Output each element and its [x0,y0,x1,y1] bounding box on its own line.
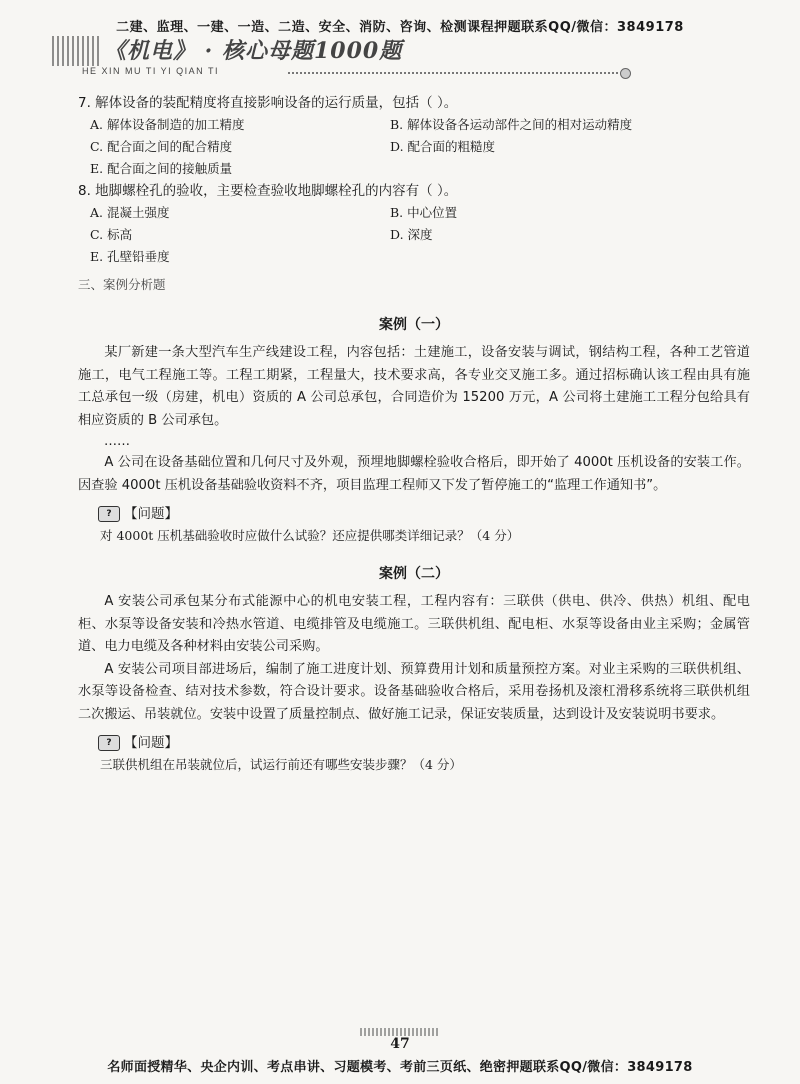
option-a: A. 解体设备制造的加工精度 [90,117,245,132]
header-dotted-rule [288,72,618,74]
page-footer [340,1024,460,1054]
option-a: A. 混凝土强度 [90,205,170,220]
case-paragraph: A 公司在设备基础位置和几何尺寸及外观，预埋地脚螺栓验收合格后，即开始了 4000t 压机设备的安装工作。因查验 4000t 压机设备基础验收资料不齐，项目监理工程师又下发了暂停施工的“监理工作通知书”。 [78,455,750,493]
case-paragraph: A 安装公司承包某分布式能源中心的机电安装工程，工程内容有：三联供（供电、供冷、供热）机组、配电柜、水泵等设备安装和冷热水管道、电缆排管及电缆施工。三联供机组、配电柜、水泵等设备由业主采购；金属管道、电力电缆及各种材料由安装公司采购。 [78,594,750,654]
question-8 [78,180,750,268]
bottom-banner: 名师面授精华、央企内训、考点串讲、习题模考、考前三页纸、绝密押题联系QQ/微信：3849178 [107,1060,693,1075]
question-icon: ? [98,506,120,522]
option-d: D. 配合面的粗糙度 [390,139,496,154]
header-dot-ornament [620,68,631,79]
page-number: 47 [390,1036,410,1052]
header-stripe-ornament [52,36,100,66]
option-list [78,114,750,180]
case-1 [78,314,750,547]
book-subtitle: HE XIN MU TI YI QIAN TI [82,66,220,76]
option-c: C. 标高 [90,227,133,242]
question-icon: ? [98,735,120,751]
case-paragraph: 某厂新建一条大型汽车生产线建设工程，内容包括：土建施工，设备安装与调试，钢结构工程，各种工艺管道施工，电气工程施工等。工程工期紧，工程量大，技术要求高，各专业交叉施工多。通过招标确认该工程由具有施工总承包一级（房建，机电）资质的 A 公司总承包，合同造价为 15200 万元，A 公司将土建施工工程分包给具有相应资质的 B 公司承包。 [78,345,750,428]
case-title: 案例（一） [379,317,449,333]
option-e: E. 孔壁铅垂度 [90,249,170,264]
case-2 [78,563,750,776]
question-7 [78,92,750,180]
problem-heading [78,503,750,525]
problem-label: 【问题】 [124,506,178,522]
question-stem: 7. 解体设备的装配精度将直接影响设备的运行质量，包括（ ）。 [78,95,458,111]
option-d: D. 深度 [390,227,433,242]
problem-label: 【问题】 [124,735,178,751]
question-stem: 8. 地脚螺栓孔的验收，主要检查验收地脚螺栓孔的内容有（ ）。 [78,183,458,199]
section-heading: 三、案例分析题 [78,277,166,292]
option-b: B. 解体设备各运动部件之间的相对运动精度 [390,117,633,132]
option-e: E. 配合面之间的接触质量 [90,161,233,176]
page-header [52,34,752,80]
page-content [78,92,750,776]
omission-ellipsis: …… [104,434,130,449]
case-paragraph: A 安装公司项目部进场后，编制了施工进度计划、预算费用计划和质量预控方案。对业主采购的三联供机组、水泵等设备检查、结对技术参数，符合设计要求。设备基础验收合格后，采用卷扬机及滚杠滑移系统将三联供机组二次搬运、吊装就位。安装中设置了质量控制点、做好施工记录，保证安装质量，达到设计及安装说明书要求。 [78,661,750,722]
option-b: B. 中心位置 [390,205,458,220]
option-list [78,202,750,268]
problem-text: 三联供机组在吊装就位后，试运行前还有哪些安装步骤？（4 分） [100,757,462,772]
top-banner: 二建、监理、一建、一造、二造、安全、消防、咨询、检测课程押题联系QQ/微信：3849178 [116,20,684,35]
case-title: 案例（二） [379,566,449,582]
book-title: 《机电》 · 核心母题1000题 [104,38,403,64]
problem-text: 对 4000t 压机基础验收时应做什么试验？还应提供哪类详细记录？（4 分） [100,528,520,543]
page-number-ornament [360,1028,440,1036]
problem-heading [78,732,750,754]
option-c: C. 配合面之间的配合精度 [90,139,233,154]
